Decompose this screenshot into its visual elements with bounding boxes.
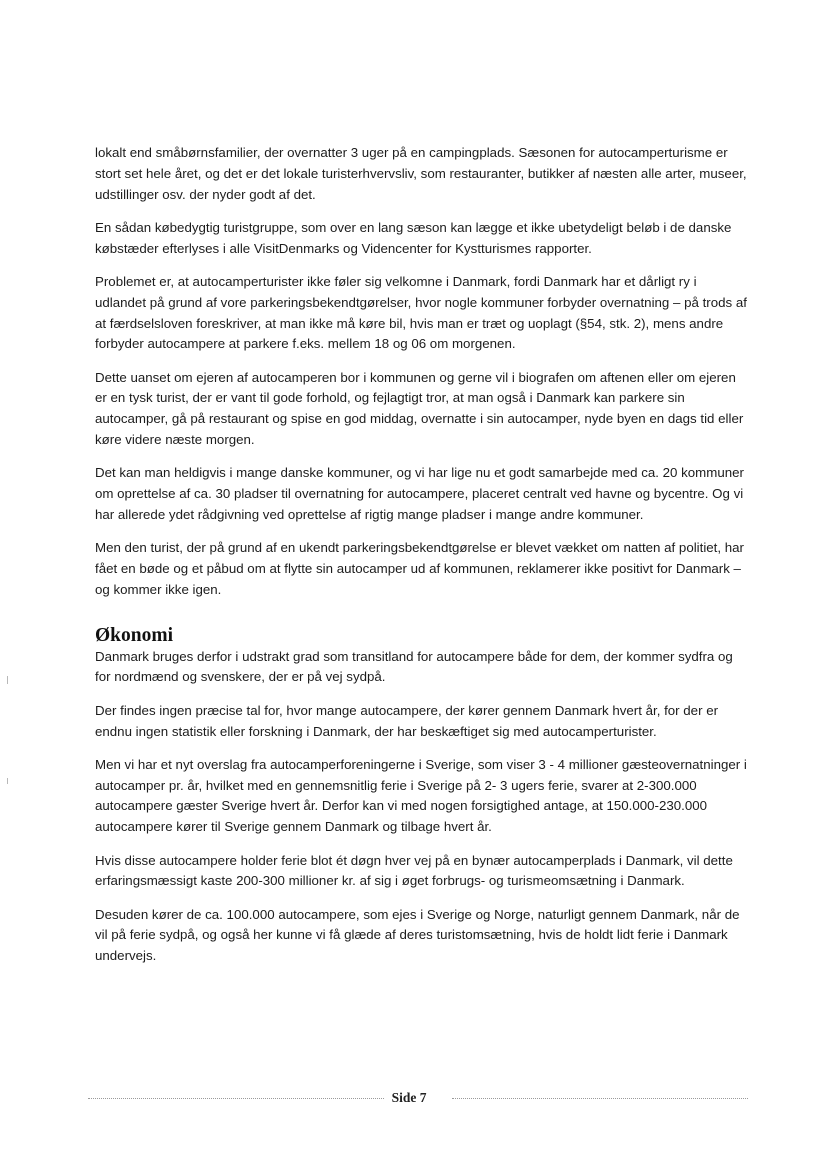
paragraph: Der findes ingen præcise tal for, hvor mange autocampere, der kører gennem Danmark hvert år, for der er endnu ingen statistik eller forskning i Danmark, der har beskæftiget sig med autocamperturister. [95, 702, 719, 739]
paragraph: lokalt end småbørnsfamilier, der overnatter 3 uger på en campingplads. Sæsonen for autocamperturisme er stort set hele året, og det er det lokale turisterhvervsliv, som restauranter, butikker af næsten alle arter, museer, udstillinger osv. der nyder godt af det. [95, 145, 747, 202]
paragraph: Dette uanset om ejeren af autocamperen bor i kommunen og gerne vil i biografen om aftenen eller om ejeren er en tysk turist, der er vant til gode forhold, og fejlagtigt tror, at man også i Danmark kan parkere sin autocamper, gå på restaurant og spise en god middag, overnatte i sin autocamper, nyde byen en dags tid eller køre videre næste morgen. [95, 369, 744, 448]
page-footer [88, 1089, 748, 1107]
paragraph: Men den turist, der på grund af en ukendt parkeringsbekendtgørelse er blevet vækket om natten af politiet, har fået en bøde og et påbud om at flytte sin autocamper ud af kommunen, reklamerer ikke positivt for Danmark – og kommer ikke igen. [95, 540, 744, 597]
paragraph: Det kan man heldigvis i mange danske kommuner, og vi har lige nu et godt samarbejde med ca. 20 kommuner om oprettelse af ca. 30 pladser til overnatning for autocampere, placeret centralt ved havne og bycentre. Og vi har allerede ydet rådgivning ved oprettelse af rigtig mange pladser i mange andre kommuner. [95, 465, 744, 522]
scan-margin-mark [7, 778, 8, 784]
footer-rule-left [88, 1098, 384, 1099]
paragraph: Problemet er, at autocamperturister ikke føler sig velkomne i Danmark, fordi Danmark har et dårligt ry i udlandet på grund af vore parkeringsbekendtgørelser, hvor nogle kommuner forbyder overnatning – på trods af at færdselsloven foreskriver, at man ikke må køre bil, hvis man er træt og uoplagt (§54, stk. 2), mens andre forbyder autocampere at parkere f.eks. mellem 18 og 06 om morgenen. [95, 273, 747, 352]
paragraph: Desuden kører de ca. 100.000 autocampere, som ejes i Sverige og Norge, naturligt gennem Danmark, når de vil på ferie sydpå, og også her kunne vi få glæde af deres turistomsætning, hvis de holdt lidt ferie i Danmark undervejs. [95, 906, 740, 964]
paragraph: Hvis disse autocampere holder ferie blot ét døgn hver vej på en bynær autocamperplads i Danmark, vil dette erfaringsmæssigt kaste 200-300 millioner kr. af sig i øget forbrugs- og turismeomsætning i Danmark. [95, 852, 733, 889]
scan-margin-mark [7, 676, 8, 684]
footer-rule-right [452, 1098, 748, 1099]
paragraph: En sådan købedygtig turistgruppe, som over en lang sæson kan lægge et ikke ubetydeligt beløb i de danske købstæder efterlyses i alle VisitDenmarks og Videncenter for Kystturismes rapporter. [95, 219, 732, 256]
paragraph: Danmark bruges derfor i udstrakt grad som transitland for autocampere både for dem, der kommer sydfra og for nordmænd og svenskere, der er på vej sydpå. [95, 648, 733, 685]
section-heading: Økonomi [95, 624, 174, 646]
page-number: Side 7 [391, 1090, 427, 1105]
paragraph: Men vi har et nyt overslag fra autocamperforeningerne i Sverige, som viser 3 - 4 millioner gæsteovernatninger i autocamper pr. år, hvilket med en gennemsnitlig ferie i Sverige på 2- 3 ugers ferie, svarer at 2-300.000 autocampere gæster Sverige hvert år. Derfor kan vi med nogen forsigtighed antage, at 150.000-230.000 autocampere kører til Sverige gennem Danmark og tilbage hvert år. [95, 756, 747, 835]
page-body [95, 143, 747, 980]
